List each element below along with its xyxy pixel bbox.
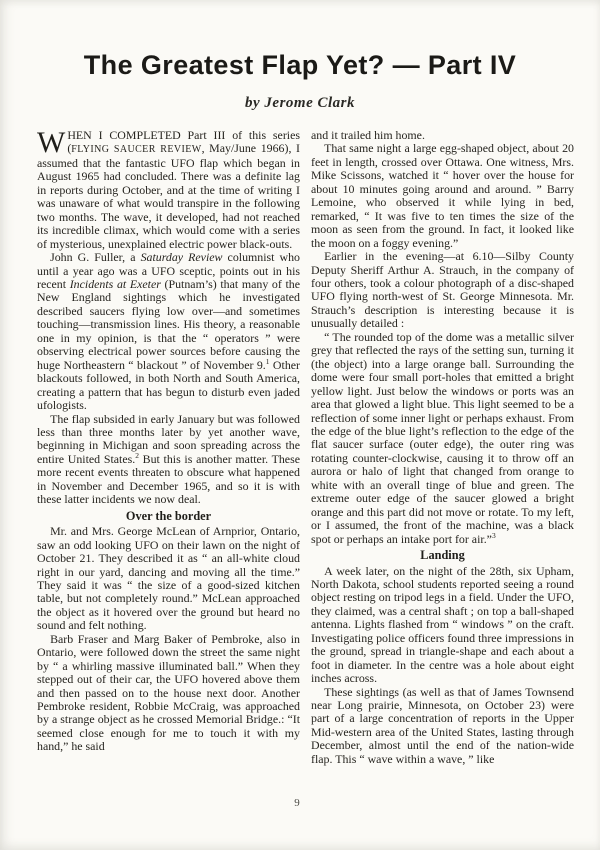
- paragraph-sightings-summary: These sightings (as well as that of James Townsend near Long prairie, Minnesota, on October 23) were part of a large concentration of reports in the Upper Mid-western area of the United States, lasting through December, almost until the end of the nation-wide flap. This “ wave within a wave, ” like: [311, 684, 574, 766]
- paragraph-ottawa: That same night a large egg-shaped object, about 20 feet in length, crossed over Ottawa. One witness, Mrs. Mike Scissons, watched it “ hover over the house for about 10 minutes going around and around. ” Barry Lemoine, who observed it while lying in bed, remarked, “ It was five to ten times the size of the moon as seen from the ground. In fact, it looked like the moon on a foggy evening.”: [311, 141, 574, 250]
- paragraph-trailed-home: and it trailed him home.: [311, 128, 425, 142]
- paragraph-flap-subsided: The flap subsided in early January but was followed less than three months later by yet another wave, beginning in Michigan and soon spreading across the entire United States.$^2$ But this is another matter. These more recent events threaten to obscure what happened in November and December 1965, and so it is with these latter incidents we now deal.: [37, 411, 300, 507]
- paragraph-pembroke: Barb Fraser and Marg Baker of Pembroke, also in Ontario, were followed down the street the same night by “ a whirling massive illuminated ball.” When they stepped out of their car, the UFO hovered above them and then passed on to the house next door. Another Pembroke resident, Robbie McCraig, was approached by a strange object as he crossed Memorial Bridge.: “It seemed close enough for me to touch it with my hand,” he said: [37, 631, 300, 754]
- byline: by Jerome Clark: [245, 95, 355, 111]
- paragraph-fuller: John G. Fuller, a Saturday Review columnist who until a year ago was a UFO sceptic, points out in his recent Incidents at Exeter (Putnam’s) that many of the New England sightings which he investigated described saucers flying low over—and sometimes touching—transmission lines. His theory, a reasonable one in my opinion, is that the “ operators ” were observing electrical power sources before causing the huge Northeastern “ blackout ” of November 9.$^1$ Other blackouts followed, in both North and South America, creating a pattern that has begun to disturb even jaded ufologists.: [37, 250, 300, 413]
- article-body: [0, 126, 600, 766]
- paragraph-intro: WHEN I COMPLETED Part III of this series (FLYING SAUCER REVIEW, May/June 1966), I assumed that the fantastic UFO flap which began in August 1965 had concluded. There was a definite lag in reports during October, and at the time of writing I was unaware of what would transpire in the following two months. The wave, it developed, had not reached its incredible climax, which would come with a series of mysterious, unexplained electric power black-outs.: [37, 126, 300, 251]
- section-heading-over-the-border: Over the border: [125, 508, 212, 523]
- masthead: [0, 0, 600, 112]
- column-right: [311, 129, 574, 766]
- paragraph-mclean: Mr. and Mrs. George McLean of Arnprior, Ontario, saw an odd looking UFO on their lawn on the night of October 21. They described it as “ an all-white cloud right in our yard, dancing and moving all the time.” They said it was “ the size of a good-sized kitchen table, but not completely round.” McLean approached the object as it hovered over the ground but heard no sound and felt nothing.: [37, 524, 300, 633]
- paragraph-strauch: Earlier in the evening—at 6.10—Silby County Deputy Sheriff Arthur A. Strauch, in the company of four others, took a colour photograph of a disc-shaped UFO flying north-west of St. George Minnesota. Mr. Strauch’s description is interesting because it is unusually detailed :: [311, 249, 574, 331]
- section-heading-landing: Landing: [420, 548, 465, 563]
- paragraph-dome-description: “ The rounded top of the dome was a metallic silver grey that reflected the rays of the setting sun, turning it (the object) into a large orange ball. Surrounding the dome were four small port-holes that emitted a bright yellow light. Just below the windows or ports was an area that glowed a light blue. This light seemed to be a reflection of some inner light or perhaps exhaust. From the edge of the blue light’s reflection to the edge of the flat saucer surface (outer edge), the outer ring was rotating counter-clockwise, causing it to throw off an aurora or halo of light that changed from orange to white with an overall tinge of blue and green. The extreme outer edge of the saucer glowed a bright orange and this part did not move or rotate. To my left, or I assumed, the front of the machine, was a black spot or perhaps an intake port for air.”$^3$: [311, 329, 574, 546]
- paragraph-upham: A week later, on the night of the 28th, six Upham, North Dakota, school students reported seeing a round object resting on tripod legs in a field. Under the UFO, they claimed, was a central shaft ; on top a ball-shaped antenna. Lights flashed from “ windows ” on the craft. Investigating police officers found three impressions in the ground, spread in triangle-shape and each about a foot in diameter. In the centre was a hole about eight inches across.: [311, 563, 574, 686]
- column-left: [37, 126, 300, 766]
- page-number: 9: [294, 797, 300, 809]
- page-title: The Greatest Flap Yet? — Part IV: [83, 50, 517, 80]
